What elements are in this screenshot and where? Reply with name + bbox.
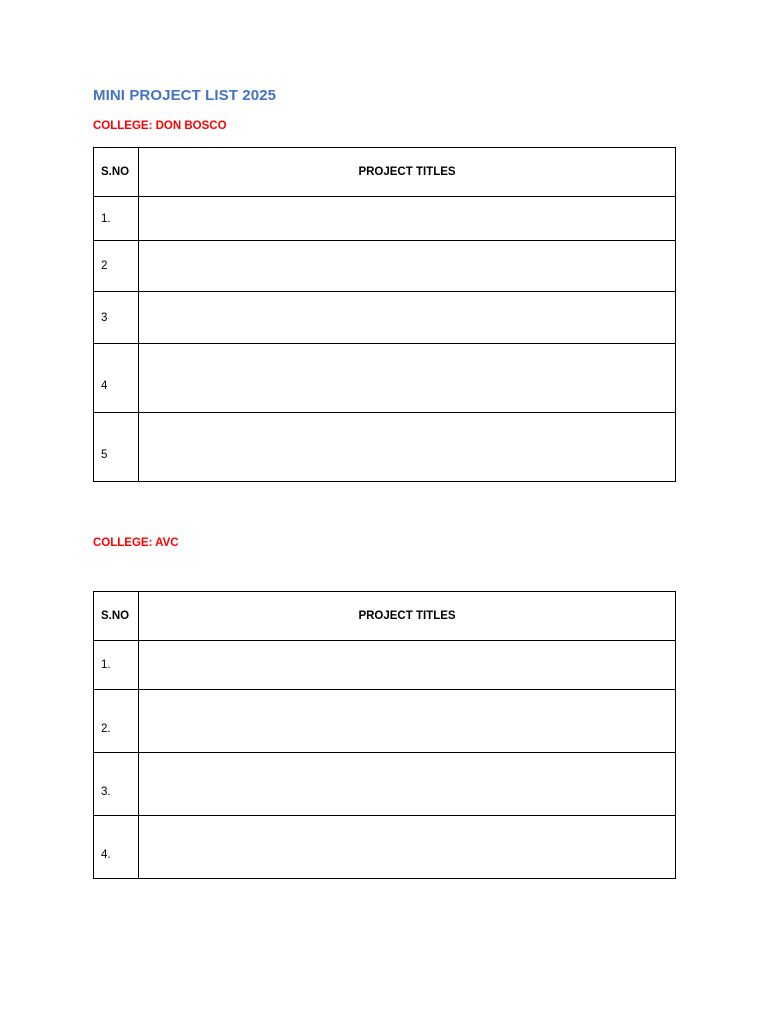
table-row xyxy=(94,690,676,753)
table-row xyxy=(94,292,676,344)
document-title: MINI PROJECT LIST 2025 xyxy=(93,87,277,104)
project-table-don-bosco xyxy=(93,147,676,482)
table-row xyxy=(94,197,676,241)
project-title-cell xyxy=(139,753,676,816)
sno-column-header: S.NO xyxy=(94,592,139,641)
project-title-cell xyxy=(139,816,676,879)
sno-column-header: S.NO xyxy=(94,148,139,197)
table-row xyxy=(94,641,676,690)
table-row xyxy=(94,241,676,292)
sno-cell: 3. xyxy=(94,753,139,816)
table-header-row xyxy=(94,592,676,641)
sno-cell: 5 xyxy=(94,413,139,482)
college-label-don-bosco: COLLEGE: DON BOSCO xyxy=(93,120,227,132)
project-titles-column-header: PROJECT TITLES xyxy=(139,148,676,197)
sno-cell: 4 xyxy=(94,344,139,413)
sno-cell: 2 xyxy=(94,241,139,292)
sno-cell: 4. xyxy=(94,816,139,879)
project-title-cell xyxy=(139,241,676,292)
project-title-cell xyxy=(139,690,676,753)
sno-cell: 1. xyxy=(94,197,139,241)
college-label-avc: COLLEGE: AVC xyxy=(93,537,179,549)
table-row xyxy=(94,413,676,482)
project-title-cell xyxy=(139,197,676,241)
project-table-avc xyxy=(93,591,676,879)
project-title-cell xyxy=(139,413,676,482)
project-title-cell xyxy=(139,344,676,413)
project-titles-column-header: PROJECT TITLES xyxy=(139,592,676,641)
sno-cell: 1. xyxy=(94,641,139,690)
table-row xyxy=(94,344,676,413)
table-row xyxy=(94,816,676,879)
project-title-cell xyxy=(139,641,676,690)
table-row xyxy=(94,753,676,816)
sno-cell: 2. xyxy=(94,690,139,753)
table-header-row xyxy=(94,148,676,197)
sno-cell: 3 xyxy=(94,292,139,344)
project-title-cell xyxy=(139,292,676,344)
